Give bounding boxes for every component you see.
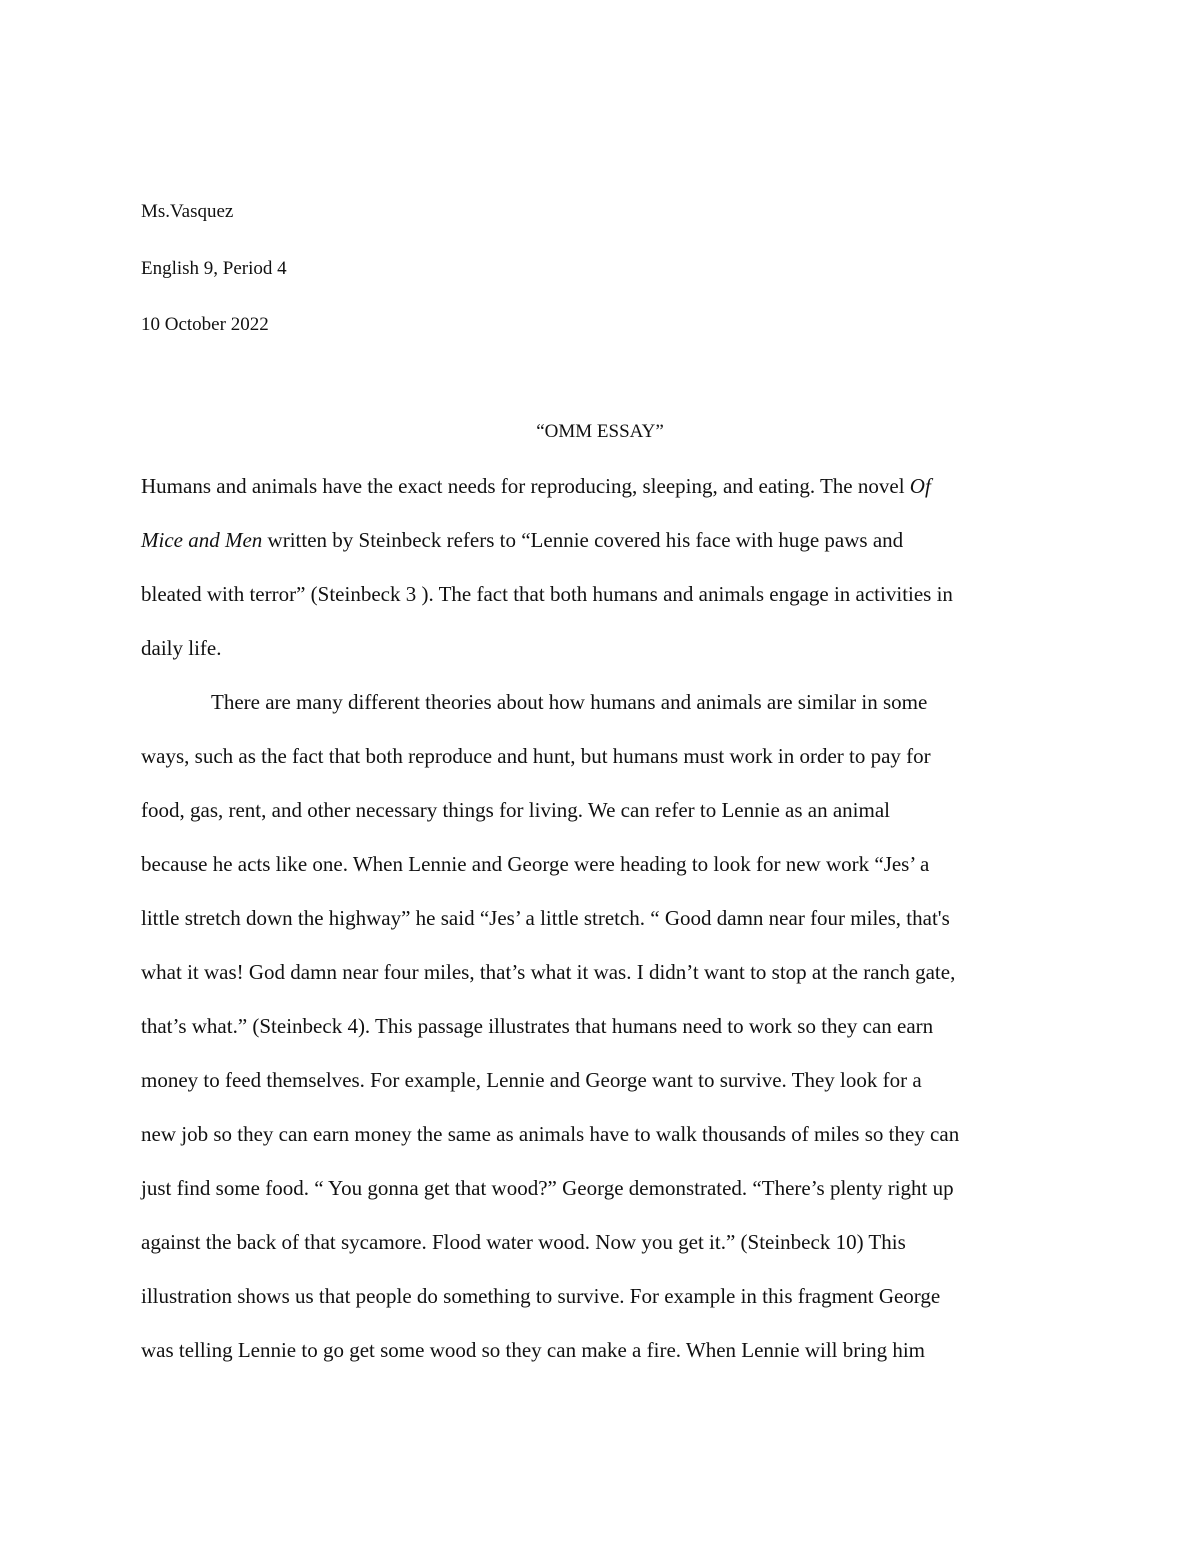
teacher-name: Ms.Vasquez (141, 201, 234, 222)
course-period: English 9, Period 4 (141, 258, 287, 279)
essay-title: “OMM ESSAY” (536, 421, 664, 442)
paragraph-line-17: was telling Lennie to go get some wood so they can make a fire. When Lennie will bring him (141, 1338, 925, 1362)
paragraph-line-16: illustration shows us that people do something to survive. For example in this fragment George (141, 1284, 941, 1308)
paragraph-line-2 (141, 526, 903, 554)
essay-date: 10 October 2022 (141, 314, 269, 335)
paragraph-line-15: against the back of that sycamore. Flood water wood. Now you get it.” (Steinbeck 10) This (141, 1230, 906, 1254)
paragraph-line-1 (141, 472, 931, 500)
paragraph-line-5: There are many different theories about how humans and animals are similar in some (211, 690, 928, 714)
paragraph-line-4: daily life. (141, 636, 222, 660)
book-title-italic: Of (909, 474, 931, 498)
paragraph-line-12: money to feed themselves. For example, Lennie and George want to survive. They look for a (141, 1068, 922, 1092)
book-title-italic: Mice and Men (141, 528, 263, 552)
paragraph-line-13: new job so they can earn money the same as animals have to walk thousands of miles so they can (141, 1122, 960, 1146)
paragraph-line-3: bleated with terror” (Steinbeck 3 ). The fact that both humans and animals engage in activities in (141, 582, 953, 606)
paragraph-line-9: little stretch down the highway” he said “Jes’ a little stretch. “ Good damn near four miles, that's (141, 906, 950, 930)
line-text: written by Steinbeck refers to “Lennie covered his face with huge paws and (262, 528, 904, 552)
line-text: Humans and animals have the exact needs for reproducing, sleeping, and eating. The novel (141, 474, 910, 498)
paragraph-line-6: ways, such as the fact that both reproduce and hunt, but humans must work in order to pay for (141, 744, 931, 768)
paragraph-line-14: just find some food. “ You gonna get that wood?” George demonstrated. “There’s plenty right up (141, 1176, 954, 1200)
paragraph-line-8: because he acts like one. When Lennie and George were heading to look for new work “Jes’ a (141, 852, 930, 876)
paragraph-line-10: what it was! God damn near four miles, that’s what it was. I didn’t want to stop at the ranch gate, (141, 960, 956, 984)
paragraph-line-7: food, gas, rent, and other necessary things for living. We can refer to Lennie as an animal (141, 798, 890, 822)
paragraph-line-11: that’s what.” (Steinbeck 4). This passage illustrates that humans need to work so they can earn (141, 1014, 934, 1038)
